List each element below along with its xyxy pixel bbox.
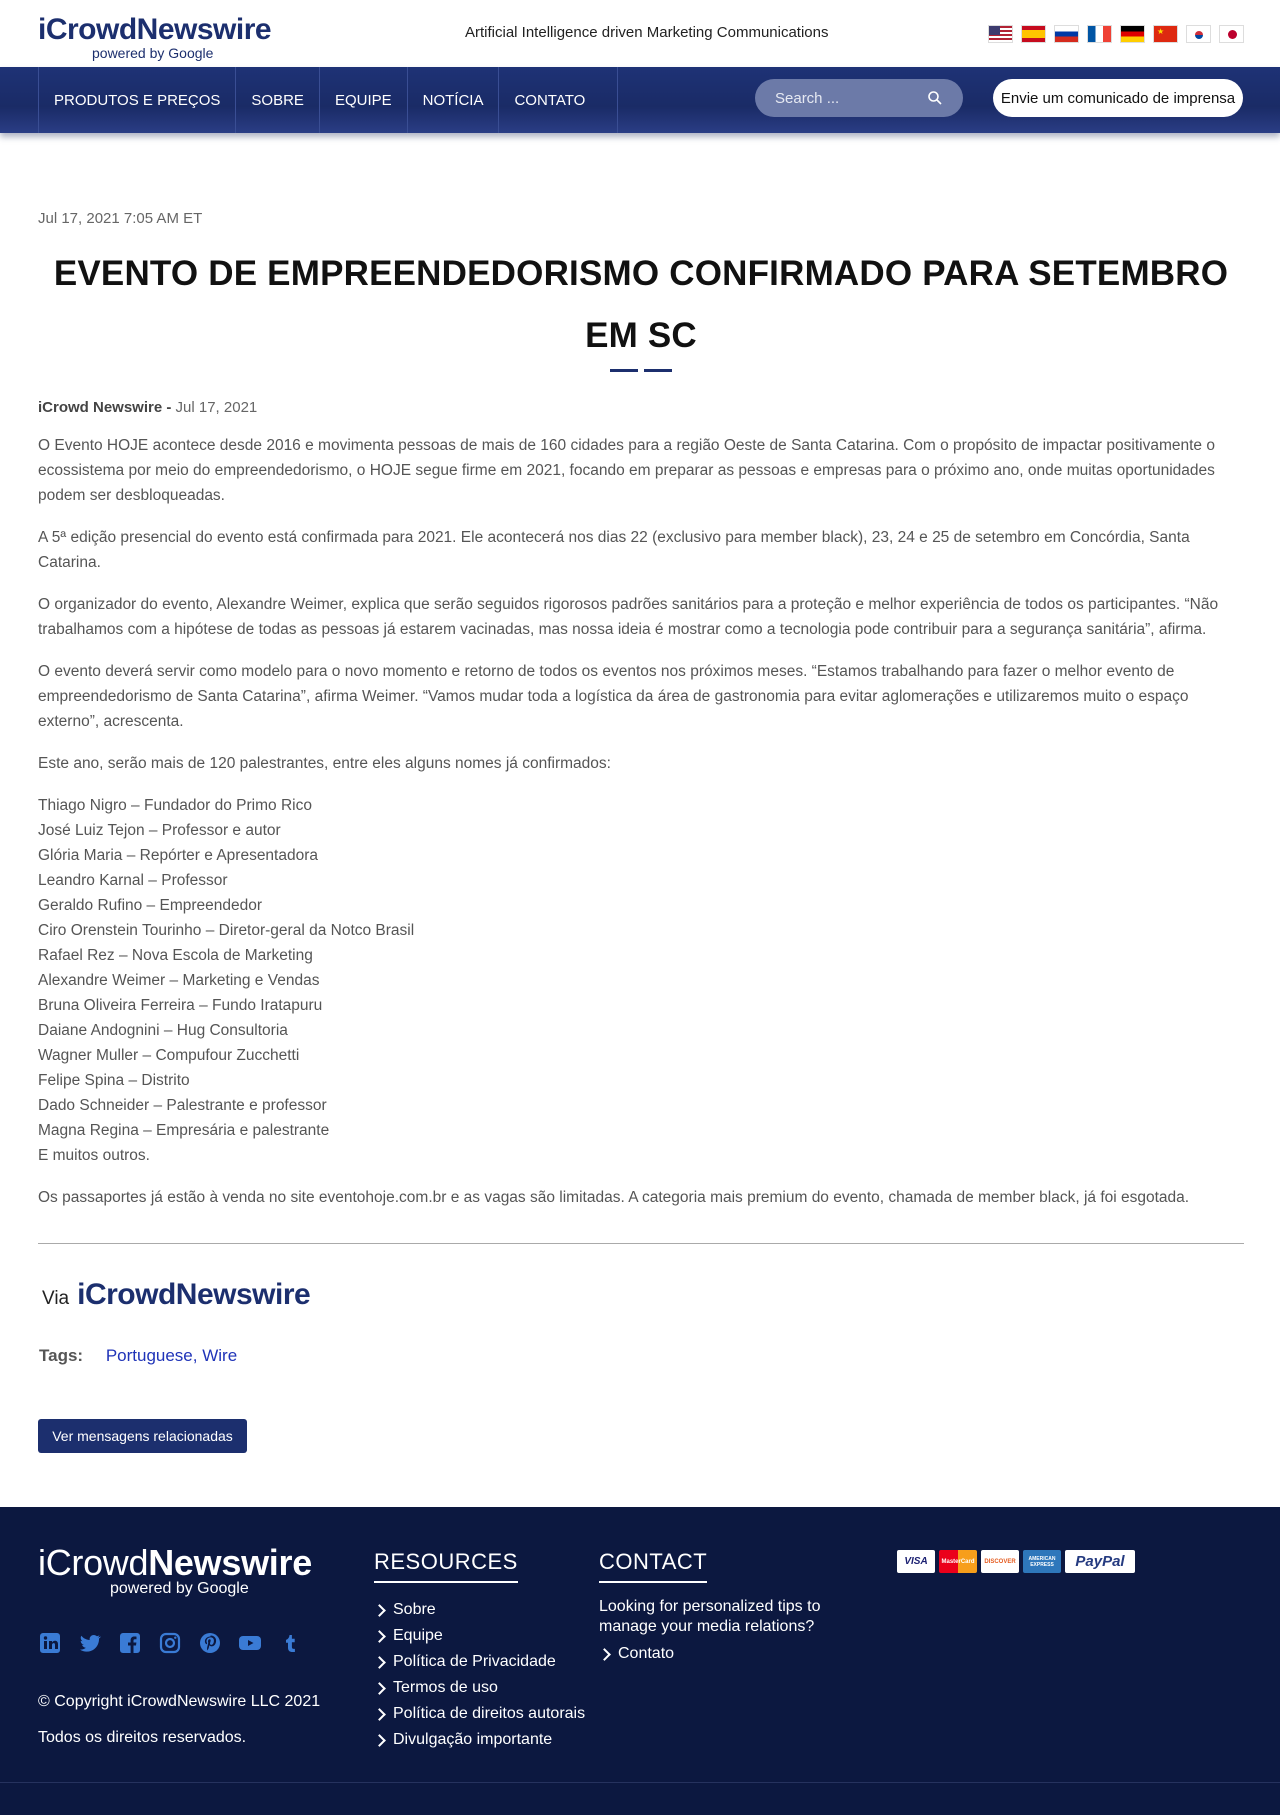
list-item: Magna Regina – Empresária e palestrante [38, 1122, 330, 1139]
article-paragraph: Este ano, serão mais de 120 palestrantes, entre eles alguns nomes já confirmados: [38, 755, 611, 772]
via-label: Via [42, 1288, 70, 1309]
site-footer [0, 1507, 1280, 1815]
article-closing: Os passaportes já estão à venda no site eventohoje.com.br e as vagas são limitadas. A categoria mais premium do evento, chamada de member black, já foi esgotada. [38, 1189, 1190, 1206]
article-paragraph: O organizador do evento, Alexandre Weimer, explica que serão seguidos rigorosos padrões sanitários para a proteção e melhor experiência de todos os participantes. “Não trabalhamos com a hipótese de todas as pessoas já estarem vacinadas, mas nossa ideia é mostrar como a tecnologia pode contribuir para a segurança sanitária”, afirma. [38, 596, 1219, 638]
paypal-card-icon: PayPal [1065, 1550, 1135, 1573]
mastercard-card-icon: MasterCard [939, 1550, 977, 1573]
tumblr-icon[interactable] [278, 1631, 302, 1655]
kr-flag-icon[interactable] [1186, 25, 1211, 43]
footer-link-direitos[interactable] [374, 1701, 585, 1727]
related-messages-button[interactable]: Ver mensagens relacionadas [38, 1419, 247, 1453]
pinterest-icon[interactable] [198, 1631, 222, 1655]
footer-link-label: Sobre [393, 1601, 436, 1618]
article-byline [38, 399, 1244, 416]
contact-links [599, 1641, 839, 1667]
chevron-right-icon [373, 1708, 386, 1721]
tags-label: Tags: [39, 1346, 84, 1365]
social-links [38, 1631, 302, 1655]
chevron-right-icon [373, 1604, 386, 1617]
list-item: Glória Maria – Repórter e Apresentadora [38, 847, 319, 864]
article-paragraph: O Evento HOJE acontece desde 2016 e movimenta pessoas de mais de 160 cidades para a região Oeste de Santa Catarina. Com o propósito de impactar positivamente o ecossistema por meio do empreendedorismo, o HOJE segue firme em 2021, focando em preparar as pessoas e empresas para o próximo ano, onde muitas oportunidades podem ser desbloqueadas. [38, 437, 1215, 504]
language-flags [988, 25, 1244, 43]
payment-methods [897, 1550, 1135, 1573]
search-icon[interactable] [927, 90, 943, 106]
article-date: Jul 17, 2021 7:05 AM ET [38, 210, 203, 227]
us-flag-icon[interactable] [988, 25, 1013, 43]
instagram-icon[interactable] [158, 1631, 182, 1655]
amex-card-icon: AMERICAN EXPRESS [1023, 1550, 1061, 1573]
footer-link-divulgacao[interactable] [374, 1727, 585, 1753]
footer-link-label: Política de direitos autorais [393, 1705, 586, 1722]
article-paragraph: O evento deverá servir como modelo para o novo momento e retorno de todos os eventos nos próximos meses. “Estamos trabalhando para fazer o melhor evento de empreendedorismo de Santa Catarina”, afirma Weimer. “Vamos mudar toda a logística da área de gastronomia para evitar aglomerações e utilizaremos muito o espaço externo”, acrescenta. [38, 663, 1189, 730]
byline-source: iCrowd Newswire - [38, 399, 176, 416]
logo-wordmark: iCrowdNewswire [38, 13, 272, 46]
footer-link-label: Política de Privacidade [393, 1653, 556, 1670]
site-tagline: Artificial Intelligence driven Marketing Communications [465, 24, 829, 41]
via-source [42, 1278, 310, 1312]
tag-link-portuguese[interactable]: Portuguese [105, 1346, 193, 1365]
nav-item-equipe[interactable]: EQUIPE [319, 67, 407, 133]
chevron-right-icon [373, 1734, 386, 1747]
footer-link-sobre[interactable] [374, 1597, 585, 1623]
list-item: Daiane Andognini – Hug Consultoria [38, 1022, 288, 1039]
logo-subtitle: powered by Google [92, 45, 214, 61]
chevron-right-icon [373, 1630, 386, 1643]
footer-logo-light: iCrowd [38, 1542, 149, 1583]
speaker-list [38, 793, 1244, 1168]
list-item: Wagner Muller – Compufour Zucchetti [38, 1047, 300, 1064]
ru-flag-icon[interactable] [1054, 25, 1079, 43]
nav-item-sobre[interactable]: SOBRE [235, 67, 319, 133]
contact-heading: CONTACT [599, 1549, 707, 1583]
search-box [755, 79, 963, 117]
es-flag-icon[interactable] [1021, 25, 1046, 43]
chevron-right-icon [373, 1656, 386, 1669]
footer-logo-subtitle: powered by Google [110, 1580, 249, 1597]
footer-link-label: Equipe [393, 1627, 443, 1644]
list-item: Bruna Oliveira Ferreira – Fundo Iratapuru [38, 997, 323, 1014]
footer-copyright: © Copyright iCrowdNewswire LLC 2021 [38, 1693, 321, 1710]
fr-flag-icon[interactable] [1087, 25, 1112, 43]
cn-flag-icon[interactable]: ★ [1153, 25, 1178, 43]
list-item: Alexandre Weimer – Marketing e Vendas [38, 972, 320, 989]
nav-menu [38, 67, 618, 133]
footer-resources [374, 1549, 585, 1753]
twitter-icon[interactable] [78, 1631, 102, 1655]
article-paragraph: A 5ª edição presencial do evento está confirmada para 2021. Ele acontecerá nos dias 22 (exclusivo para member black), 23, 24 e 25 de setembro em Concórdia, Santa Catarina. [38, 529, 1190, 571]
footer-logo-bold: Newswire [148, 1542, 312, 1583]
nav-item-contato[interactable]: CONTATO [498, 67, 618, 133]
footer-link-label: Divulgação importante [393, 1731, 553, 1748]
byline-date: Jul 17, 2021 [175, 399, 258, 416]
article-divider [38, 1243, 1244, 1244]
visa-card-icon: VISA [897, 1550, 935, 1573]
site-logo[interactable] [38, 14, 271, 60]
footer-link-label: Contato [618, 1645, 675, 1662]
article-title: EVENTO DE EMPREENDEDORISMO CONFIRMADO PARA SETEMBRO EM SC [53, 254, 1229, 355]
list-item: Felipe Spina – Distrito [38, 1072, 190, 1089]
de-flag-icon[interactable] [1120, 25, 1145, 43]
linkedin-icon[interactable] [38, 1631, 62, 1655]
article [38, 210, 1244, 1210]
tag-link-wire[interactable]: Wire [202, 1346, 238, 1365]
via-logo[interactable]: iCrowdNewswire [77, 1278, 311, 1311]
facebook-icon[interactable] [118, 1631, 142, 1655]
footer-contact [599, 1549, 839, 1667]
footer-rights: Todos os direitos reservados. [38, 1729, 247, 1746]
resources-heading: RESOURCES [374, 1549, 518, 1583]
list-item: Dado Schneider – Palestrante e professor [38, 1097, 327, 1114]
footer-link-termos[interactable] [374, 1675, 585, 1701]
footer-link-equipe[interactable] [374, 1623, 585, 1649]
discover-card-icon: DISCOVER [981, 1550, 1019, 1573]
submit-press-release-button[interactable]: Envie um comunicado de imprensa [993, 79, 1243, 117]
main-navbar [0, 67, 1280, 133]
top-header [0, 0, 1280, 67]
list-item: Rafael Rez – Nova Escola de Marketing [38, 947, 313, 964]
list-item: Geraldo Rufino – Empreendedor [38, 897, 263, 914]
youtube-icon[interactable] [238, 1631, 262, 1655]
tag-separator: , [192, 1346, 203, 1365]
footer-logo[interactable] [38, 1542, 312, 1597]
list-item: E muitos outros. [38, 1147, 150, 1164]
list-item: Ciro Orenstein Tourinho – Diretor-geral da Notco Brasil [38, 922, 415, 939]
footer-link-privacidade[interactable] [374, 1649, 585, 1675]
tags-row [39, 1346, 237, 1366]
jp-flag-icon[interactable] [1219, 25, 1244, 43]
nav-item-produtos[interactable]: PRODUTOS E PREÇOS [38, 67, 235, 133]
resources-links [374, 1597, 585, 1753]
footer-link-contato[interactable] [599, 1641, 839, 1667]
nav-item-noticia[interactable]: NOTÍCIA [407, 67, 499, 133]
search-input[interactable] [775, 90, 925, 107]
title-underline [38, 369, 1244, 372]
contact-text: Looking for personalized tips to manage your media relations? [599, 1598, 821, 1635]
footer-link-label: Termos de uso [393, 1679, 498, 1696]
footer-logo-wordmark [38, 1542, 312, 1583]
list-item: Thiago Nigro – Fundador do Primo Rico [38, 797, 312, 814]
list-item: José Luiz Tejon – Professor e autor [38, 822, 281, 839]
list-item: Leandro Karnal – Professor [38, 872, 228, 889]
chevron-right-icon [598, 1648, 611, 1661]
chevron-right-icon [373, 1682, 386, 1695]
footer-divider [0, 1782, 1280, 1783]
